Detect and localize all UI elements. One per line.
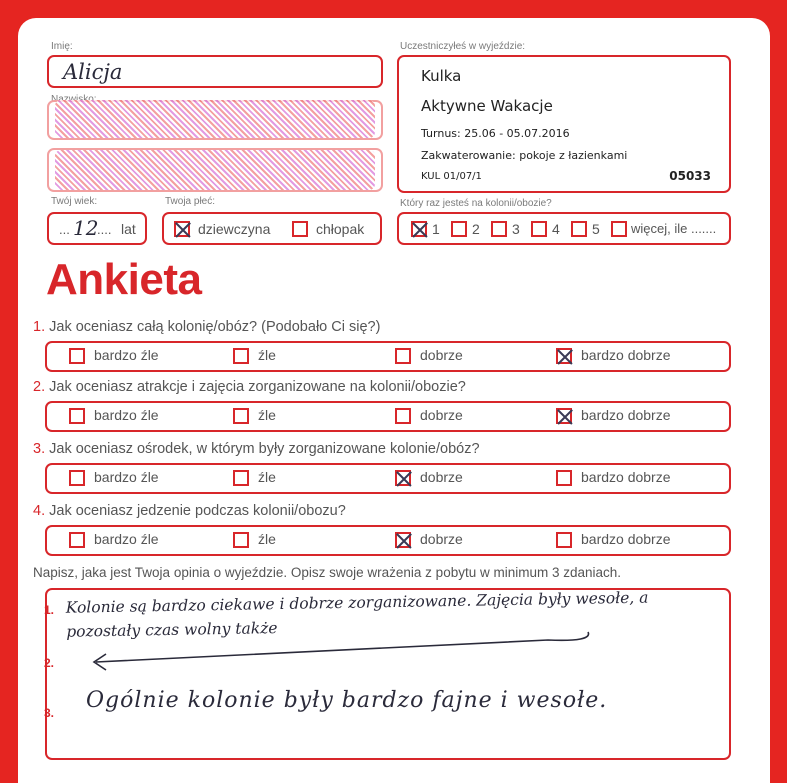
plec-label: Twoja płeć: (165, 196, 216, 207)
question-4-option-zle: źle (258, 531, 276, 547)
question-3-checkbox-dobrze[interactable] (395, 470, 411, 486)
question-4-checkbox-bardzo-zle[interactable] (69, 532, 85, 548)
question-1-label: Jak oceniasz całą kolonię/obóz? (Podobało Ci się?) (49, 319, 381, 335)
opinion-line-number-3: 3. (44, 706, 55, 720)
imie-value: Alicja (63, 60, 123, 84)
opinion-prompt: Napisz, jaka jest Twoja opinia o wyjeździe. Opisz swoje wrażenia z pobytu w minimum 3 zdaniach. (33, 565, 622, 580)
question-3-label: Jak oceniasz ośrodek, w którym były zorganizowane kolonie/obóz? (49, 441, 480, 457)
redacted-address (55, 150, 375, 190)
camp-info-box (397, 55, 731, 193)
question-1-checkbox-bardzo-dobrze[interactable] (556, 348, 572, 364)
opinion-handwriting-1: Kolonie są bardzo ciekawe i dobrze zorganizowane. Zajęcia były wesołe, a pozostały czas wolny także (65, 588, 649, 641)
camp-kod: KUL 01/07/1 (421, 171, 482, 182)
question-1-checkbox-zle[interactable] (233, 348, 249, 364)
question-3-number: 3. (33, 441, 46, 457)
question-4-option-dobrze: dobrze (420, 531, 463, 547)
question-4-option-bardzo-dobrze: bardzo dobrze (581, 531, 671, 547)
camp-zakwaterowanie: Zakwaterowanie: pokoje z łazienkami (421, 149, 628, 162)
opinion-line-number-2: 2. (44, 656, 55, 670)
question-2-checkbox-bardzo-dobrze[interactable] (556, 408, 572, 424)
question-2-checkbox-bardzo-zle[interactable] (69, 408, 85, 424)
question-1-option-bardzo-dobrze: bardzo dobrze (581, 347, 671, 363)
opinion-line-number-1: 1. (44, 603, 55, 617)
question-3-option-bardzo-dobrze: bardzo dobrze (581, 469, 671, 485)
plec-option-chlopak: chłopak (316, 221, 365, 237)
question-2-checkbox-dobrze[interactable] (395, 408, 411, 424)
plec-checkbox-chlopak[interactable] (292, 221, 308, 237)
question-4-number: 4. (33, 503, 46, 519)
uczestnik-label: Uczestniczyłeś w wyjeździe: (400, 41, 526, 52)
question-1-number: 1. (33, 319, 46, 335)
question-4-checkbox-zle[interactable] (233, 532, 249, 548)
redacted-surname (55, 100, 375, 138)
question-3-option-zle: źle (258, 469, 276, 485)
opinion-handwriting-2: Ogólnie kolonie były bardzo fajne i wesołe. (86, 688, 608, 713)
question-1-option-bardzo-zle: bardzo źle (94, 347, 159, 363)
ktory-raz-checkbox-2[interactable] (451, 221, 467, 237)
ktory-raz-label: Który raz jesteś na kolonii/obozie? (400, 198, 552, 209)
wiek-dots-post: .... (97, 222, 112, 237)
camp-turnus: Turnus: 25.06 - 05.07.2016 (421, 127, 570, 140)
question-3-option-dobrze: dobrze (420, 469, 463, 485)
question-2-option-zle: źle (258, 407, 276, 423)
question-1-text (33, 319, 380, 335)
ktory-raz-checkbox-wiecej[interactable] (611, 221, 627, 237)
ktory-raz-field (397, 212, 731, 245)
ktory-raz-checkbox-4[interactable] (531, 221, 547, 237)
question-4-checkbox-dobrze[interactable] (395, 532, 411, 548)
question-4-option-bardzo-zle: bardzo źle (94, 531, 159, 547)
question-2-text (33, 379, 466, 395)
ktory-raz-option-3: 3 (512, 221, 520, 237)
ktory-raz-option-1: 1 (432, 221, 440, 237)
wiek-dots-pre: ... (59, 222, 70, 237)
question-1-option-dobrze: dobrze (420, 347, 463, 363)
plec-option-dziewczyna: dziewczyna (198, 221, 271, 237)
ktory-raz-option-5: 5 (592, 221, 600, 237)
wiek-value: 12 (73, 216, 99, 240)
camp-name: Kulka (421, 67, 462, 85)
question-4-label: Jak oceniasz jedzenie podczas kolonii/obozu? (49, 503, 346, 519)
wiek-unit: lat (121, 221, 136, 237)
question-2-checkbox-zle[interactable] (233, 408, 249, 424)
camp-type: Aktywne Wakacje (421, 97, 553, 115)
question-2-label: Jak oceniasz atrakcje i zajęcia zorganizowane na kolonii/obozie? (49, 379, 466, 395)
wiek-label: Twój wiek: (51, 196, 98, 207)
question-1-option-zle: źle (258, 347, 276, 363)
camp-numer: 05033 (669, 169, 711, 183)
question-2-option-bardzo-dobrze: bardzo dobrze (581, 407, 671, 423)
ktory-raz-option-wiecej: więcej, ile ....... (631, 221, 717, 236)
imie-label: Imię: (51, 41, 73, 52)
ktory-raz-option-4: 4 (552, 221, 560, 237)
survey-title: Ankieta (46, 255, 202, 304)
plec-checkbox-dziewczyna[interactable] (174, 221, 190, 237)
wiek-field[interactable] (47, 212, 147, 245)
ktory-raz-checkbox-3[interactable] (491, 221, 507, 237)
question-3-checkbox-bardzo-zle[interactable] (69, 470, 85, 486)
question-3-checkbox-zle[interactable] (233, 470, 249, 486)
ktory-raz-checkbox-5[interactable] (571, 221, 587, 237)
plec-field (162, 212, 382, 245)
question-3-option-bardzo-zle: bardzo źle (94, 469, 159, 485)
question-2-number: 2. (33, 379, 46, 395)
imie-field[interactable] (47, 55, 383, 88)
question-4-text (33, 503, 346, 519)
question-1-checkbox-dobrze[interactable] (395, 348, 411, 364)
question-2-option-bardzo-zle: bardzo źle (94, 407, 159, 423)
question-3-text (33, 441, 480, 457)
question-2-option-dobrze: dobrze (420, 407, 463, 423)
ktory-raz-option-2: 2 (472, 221, 480, 237)
question-4-checkbox-bardzo-dobrze[interactable] (556, 532, 572, 548)
handwritten-arrow (88, 628, 608, 678)
question-3-checkbox-bardzo-dobrze[interactable] (556, 470, 572, 486)
question-1-checkbox-bardzo-zle[interactable] (69, 348, 85, 364)
ktory-raz-checkbox-1[interactable] (411, 221, 427, 237)
